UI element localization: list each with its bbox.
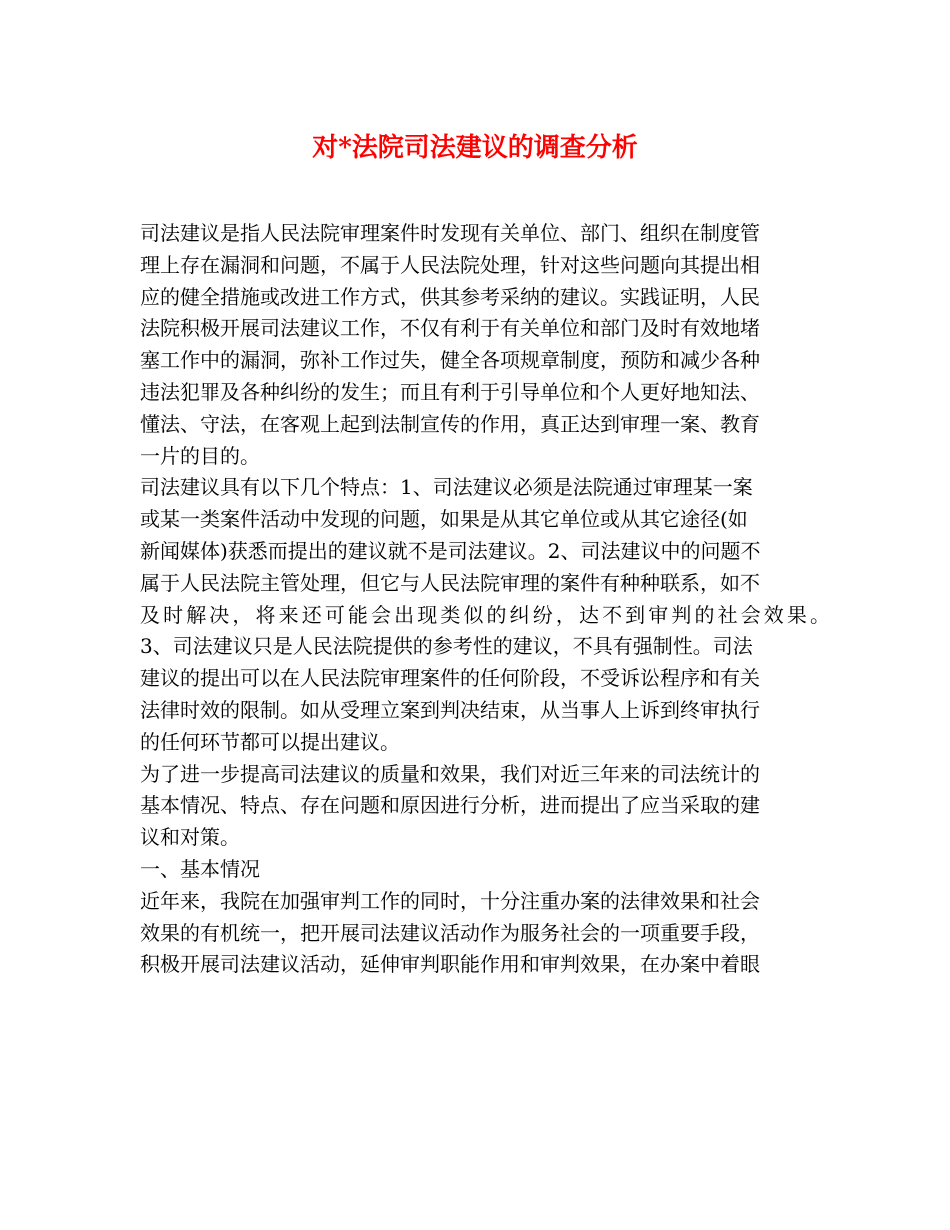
text-line: 司法建议具有以下几个特点：1、司法建议必须是法院通过审理某一案 [140,475,753,500]
text-line: 司法建议是指人民法院审理案件时发现有关单位、部门、组织在制度管 [140,221,760,245]
text-line: 理上存在漏洞和问题，不属于人民法院处理，针对这些问题向其提出相 [140,252,760,277]
section-heading: 一、基本情况 [140,856,260,881]
text-line: 为了进一步提高司法建议的质量和效果，我们对近三年来的司法统计的 [140,761,760,786]
text-line: 法律时效的限制。如从受理立案到判决结束，从当事人上诉到终审执行 [140,697,760,722]
document-title: 对*法院司法建议的调查分析 [312,133,638,163]
text-line: 近年来，我院在加强审判工作的同时，十分注重办案的法律效果和社会 [140,888,760,913]
text-line: 一片的目的。 [140,443,260,468]
text-line: 应的健全措施或改进工作方式，供其参考采纳的建议。实践证明，人民 [140,284,760,309]
text-line: 塞工作中的漏洞，弥补工作过失，健全各项规章制度，预防和减少各种 [140,348,760,373]
text-line: 违法犯罪及各种纠纷的发生；而且有利于引导单位和个人更好地知法、 [140,379,760,404]
document-body [140,218,830,981]
text-line: 属于人民法院主管处理，但它与人民法院审理的案件有种种联系，如不 [140,570,760,595]
text-line: 新闻媒体)获悉而提出的建议就不是司法建议。2、司法建议中的问题不 [140,538,761,563]
text-line: 效果的有机统一，把开展司法建议活动作为服务社会的一项重要手段， [140,920,760,945]
text-line: 议和对策。 [140,825,240,850]
text-line: 或某一类案件活动中发现的问题，如果是从其它单位或从其它途径(如 [140,507,748,532]
text-line: 基本情况、特点、存在问题和原因进行分析，进而提出了应当采取的建 [140,793,760,818]
text-line: 法院积极开展司法建议工作，不仅有利于有关单位和部门及时有效地堵 [140,316,760,341]
text-line: 3、司法建议只是人民法院提供的参考性的建议，不具有强制性。司法 [140,634,753,659]
text-line: 的任何环节都可以提出建议。 [140,729,400,754]
text-line: 及时解决，将来还可能会出现类似的纠纷，达不到审判的社会效果。 [140,602,830,627]
text-line: 建议的提出可以在人民法院审理案件的任何阶段，不受诉讼程序和有关 [140,666,760,691]
text-line: 积极开展司法建议活动，延伸审判职能作用和审判效果，在办案中着眼 [140,952,760,977]
text-line: 懂法、守法，在客观上起到法制宣传的作用，真正达到审理一案、教育 [140,411,760,436]
